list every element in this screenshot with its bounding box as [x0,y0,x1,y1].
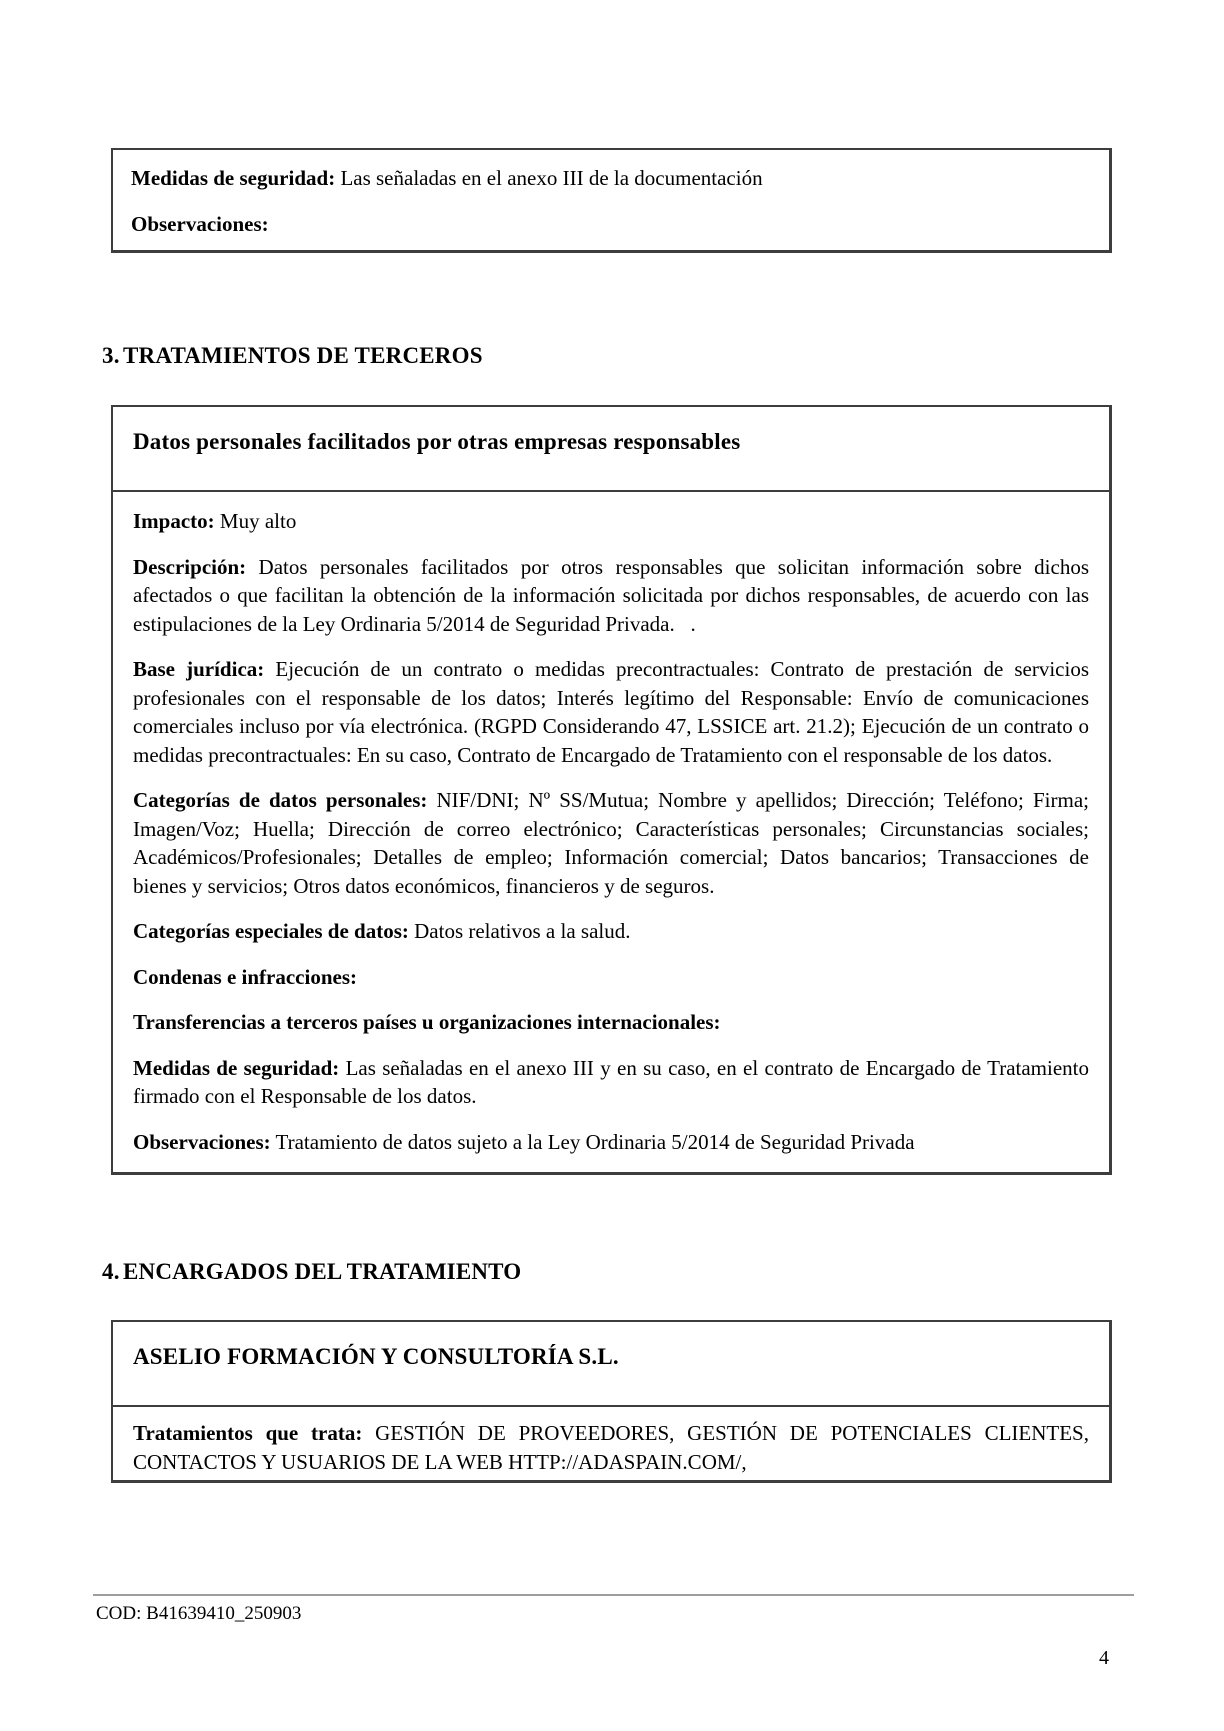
field-value: GESTIÓN DE PROVEEDORES, GESTIÓN DE POTENCIALES CLIENTES, CONTACTOS Y USUARIOS DE LA WEB HTTP://ADASPAIN.COM/, [133,1421,1089,1474]
field-label: Descripción: [133,554,247,579]
field-value: Las señaladas en el anexo III de la documentación [340,166,763,190]
card-body [113,1407,1109,1480]
field-label: Transferencias a terceros países u organizaciones internacionales: [133,1010,721,1034]
field-value: Datos personales facilitados por otros responsables que solicitan información sobre dichos afectados o que facilitan la obtención de la información solicitada por dichos responsables, de acuerdo con las estipulaciones de la Ley Ordinaria 5/2014 de Seguridad Privada. . [133,554,1090,636]
field-label: Medidas de seguridad: [131,166,336,190]
field-medidas-seguridad [133,1054,1089,1111]
section-title: TRATAMIENTOS DE TERCEROS [123,343,483,368]
field-condenas [133,963,1089,992]
card-title: Datos personales facilitados por otras empresas responsables [113,407,1109,492]
field-categorias-datos [133,786,1089,900]
field-label: Medidas de seguridad: [133,1055,340,1080]
field-categorias-especiales [133,917,1089,946]
field-label: Base jurídica: [133,657,265,681]
field-label: Categorías de datos personales: [133,788,428,812]
section-4-heading [102,1257,1112,1287]
field-descripcion [133,553,1089,639]
field-label: Tratamientos que trata: [133,1421,363,1445]
footer-code: COD: B41639410_250903 [96,1603,302,1624]
field-impacto [133,507,1089,536]
field-value: Tratamiento de datos sujeto a la Ley Ordinaria 5/2014 de Seguridad Privada [275,1129,915,1154]
field-label: Impacto: [133,509,215,533]
field-base-juridica [133,655,1089,769]
field-value: Las señaladas en el anexo III y en su caso, en el contrato de Encargado de Tratamiento firmado con el Responsable de los datos. [133,1055,1090,1108]
field-observaciones [133,1128,1089,1157]
card-body [113,492,1109,1172]
page-content [102,0,1112,1483]
section-title: ENCARGADOS DEL TRATAMIENTO [123,1259,522,1284]
field-value: Muy alto [219,509,297,533]
field-observaciones [131,210,1091,238]
page-number: 4 [1099,1647,1109,1669]
section-number: 4. [102,1259,120,1284]
footer-divider [93,1594,1134,1596]
field-value: NIF/DNI; Nº SS/Mutua; Nombre y apellidos; Dirección; Teléfono; Firma; Imagen/Voz; Huella; Dirección de correo electrónico; Características personales; Circunstancias sociales; Académicos/Profesionales; Detalles de empleo; Información comercial; Datos bancarios; Transacciones de bienes y servicios; Otros datos económicos, financieros y de seguros. [133,788,1089,898]
field-tratamientos-que-trata [133,1419,1089,1476]
field-value: Ejecución de un contrato o medidas precontractuales: Contrato de prestación de servicios profesionales con el responsable de los datos; Interés legítimo del Responsable: Envío de comunicaciones comerciales incluso por vía electrónica. (RGPD Considerando 47, LSSICE art. 21.2); Ejecución de un contrato o medidas precontractuales: En su caso, Contrato de Encargado de Tratamiento con el responsable de los datos. [133,657,1090,767]
field-transferencias [133,1008,1089,1037]
card-title: ASELIO FORMACIÓN Y CONSULTORÍA S.L. [113,1322,1109,1407]
field-label: Categorías especiales de datos: [133,919,409,943]
field-value: Datos relativos a la salud. [414,919,631,943]
section-3-heading [102,341,1112,371]
field-label: Observaciones: [133,1129,271,1154]
field-medidas-seguridad [131,164,1091,192]
tratamiento-terceros-card [111,405,1112,1175]
field-label: Condenas e infracciones: [133,964,357,989]
encargado-card [111,1320,1112,1483]
section-number: 3. [102,343,120,368]
field-label: Observaciones: [131,212,269,236]
security-observations-box [111,148,1112,253]
